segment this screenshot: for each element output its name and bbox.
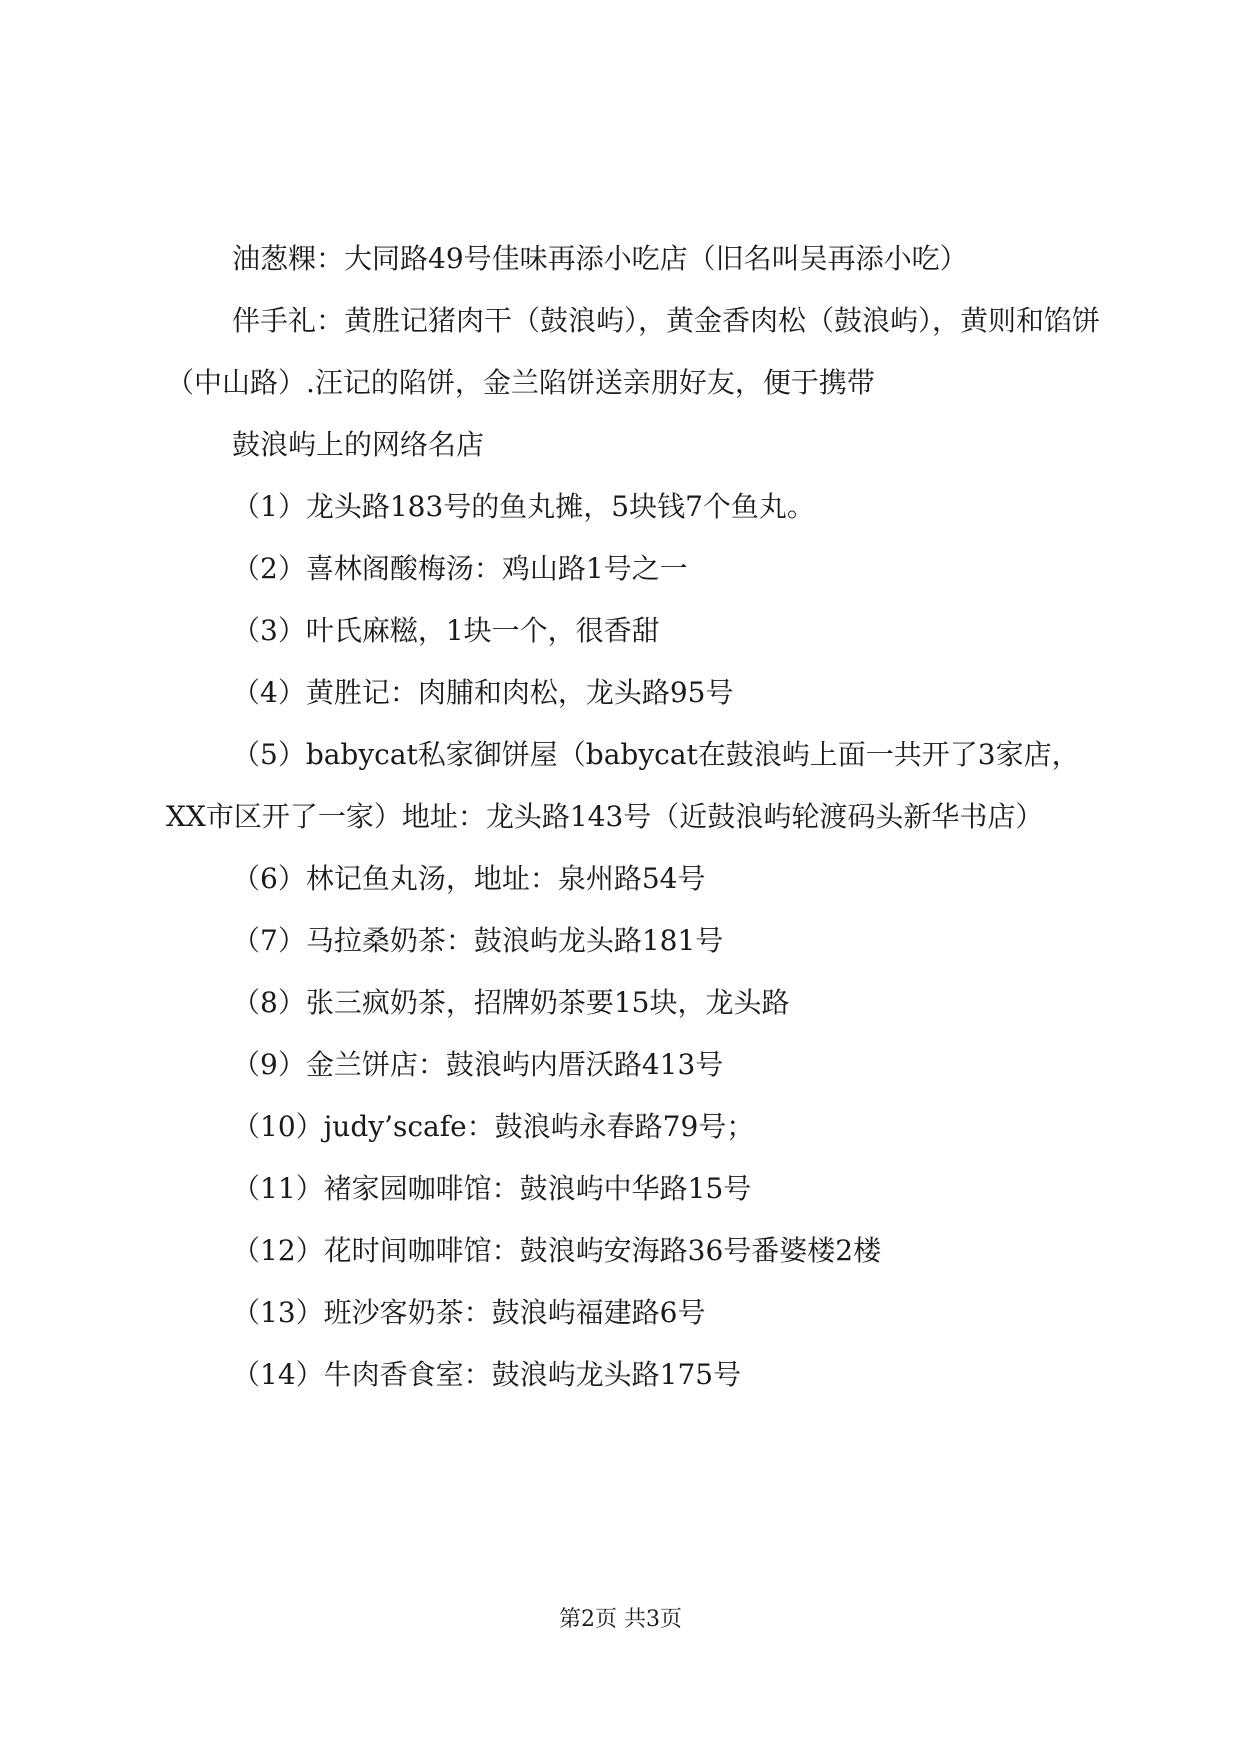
list-item: （2）喜林阁酸梅汤：鸡山路1号之一 — [232, 552, 688, 585]
page-number-label: 第2页 共3页 — [559, 1607, 682, 1632]
list-item: （3）叶氏麻糍，1块一个，很香甜 — [232, 614, 660, 647]
list-item: （9）金兰饼店：鼓浪屿内厝沃路413号 — [232, 1048, 724, 1081]
list-item: （6）林记鱼丸汤，地址：泉州路54号 — [232, 862, 706, 895]
list-item: （5）babycat私家御饼屋（babycat在鼓浪屿上面一共开了3家店，XX市区开了一家）地址：龙头路143号（近鼓浪屿轮渡码头新华书店） — [166, 738, 1080, 833]
paragraph-souvenirs: 伴手礼：黄胜记猪肉干（鼓浪屿），黄金香肉松（鼓浪屿），黄则和馅饼（中山路）.汪记的陷饼，金兰陷饼送亲朋好友，便于携带 — [166, 304, 1101, 399]
list-item: （10）judy’scafe：鼓浪屿永春路79号； — [232, 1110, 755, 1143]
page-footer — [0, 1605, 1241, 1635]
list-item: （11）褚家园咖啡馆：鼓浪屿中华路15号 — [232, 1172, 752, 1205]
list-item: （13）班沙客奶茶：鼓浪屿福建路6号 — [232, 1296, 706, 1329]
section-heading-online-famous-shops: 鼓浪屿上的网络名店 — [232, 428, 485, 461]
list-item: （7）马拉桑奶茶：鼓浪屿龙头路181号 — [232, 924, 724, 957]
shop-list — [166, 476, 1101, 1406]
list-item: （1）龙头路183号的鱼丸摊，5块钱7个鱼丸。 — [232, 490, 815, 523]
list-item: （12）花时间咖啡馆：鼓浪屿安海路36号番婆楼2楼 — [232, 1234, 882, 1267]
paragraph-youcongkuo: 油葱粿：大同路49号佳味再添小吃店（旧名叫吴再添小吃） — [232, 242, 968, 275]
list-item: （8）张三疯奶茶，招牌奶茶要15块，龙头路 — [232, 986, 790, 1019]
document-body — [166, 228, 1101, 1406]
list-item: （4）黄胜记：肉脯和肉松，龙头路95号 — [232, 676, 734, 709]
list-item: （14）牛肉香食室：鼓浪屿龙头路175号 — [232, 1358, 742, 1391]
